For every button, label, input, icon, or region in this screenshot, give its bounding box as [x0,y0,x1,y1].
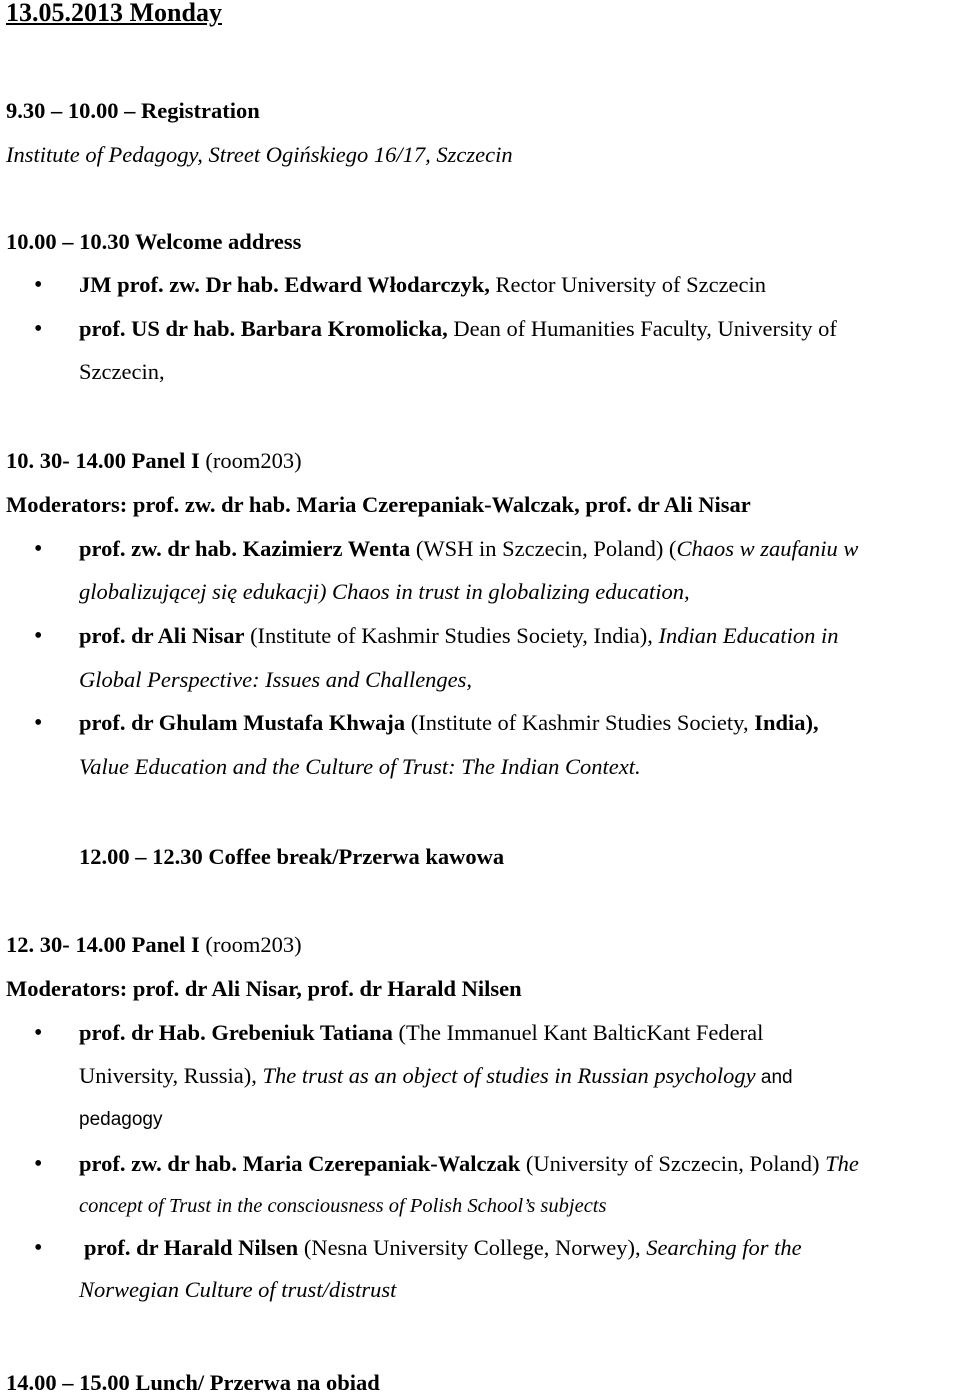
panel2-talk-2 [79,1150,859,1178]
welcome-speaker-2 [79,315,837,343]
panel1-talk-3-country: India), [754,710,819,735]
panel1-moderators: Moderators: prof. zw. dr hab. Maria Czerepaniak-Walczak, prof. dr Ali Nisar [6,492,751,517]
coffee-break: 12.00 – 12.30 Coffee break/Przerwa kawowa [79,844,505,869]
panel2-talk-3-affiliation: (Nesna University College, Norwey), [298,1235,647,1260]
panel1-heading [6,447,302,475]
bullet-icon: • [34,272,43,298]
day-heading: 13.05.2013 Monday [6,0,222,27]
panel2-talk-1-affiliation-cont: University, Russia), [79,1063,263,1088]
panel1-talk-3-speaker: prof. dr Ghulam Mustafa Khwaja [79,710,406,735]
panel2-talk-1-affiliation: (The Immanuel Kant BalticKant Federal [392,1020,764,1045]
panel2-talk-3 [84,1234,802,1262]
bullet-icon: • [34,1235,43,1261]
panel2-talk-1 [79,1019,763,1047]
welcome-title: 10.00 – 10.30 Welcome address [6,229,302,254]
panel1-talk-1-title: Chaos w zaufaniu w [676,536,859,561]
panel1-talk-2-title: Indian Education in [658,623,839,648]
panel1-talk-3-title: Value Education and the Culture of Trust: The Indian Context. [79,754,641,779]
bullet-icon: • [34,623,43,649]
lunch-break: 14.00 – 15.00 Lunch/ Przerwa na obiad [6,1370,380,1395]
registration-venue: Institute of Pedagogy, Street Ogińskiego 16/17, Szczecin [6,142,513,167]
welcome-speaker-2-cont: Szczecin, [79,359,165,384]
panel2-talk-1-title: The trust as an object of studies in Russian psychology [262,1063,756,1088]
panel2-heading [6,931,302,959]
panel1-room: (room203) [199,448,302,473]
welcome-speaker-2-name: prof. US dr hab. Barbara Kromolicka, [79,316,448,341]
panel2-moderators: Moderators: prof. dr Ali Nisar, prof. dr Harald Nilsen [6,976,522,1001]
welcome-speaker-1-name: JM prof. zw. Dr hab. Edward Włodarczyk, [79,272,490,297]
bullet-icon: • [34,1151,43,1177]
panel2-talk-2-speaker: prof. zw. dr hab. Maria Czerepaniak-Walczak [79,1151,521,1176]
panel2-room: (room203) [199,932,302,957]
panel2-talk-1-speaker: prof. dr Hab. Grebeniuk Tatiana [79,1020,393,1045]
registration-time: 9.30 – 10.00 – Registration [6,98,260,123]
panel1-talk-3 [79,709,819,737]
panel2-talk-3-title: Searching for the [646,1235,802,1260]
panel1-talk-1-speaker: prof. zw. dr hab. Kazimierz Wenta [79,536,411,561]
panel1-talk-2-speaker: prof. dr Ali Nisar [79,623,245,648]
panel1-talk-2 [79,622,839,650]
bullet-icon: • [34,316,43,342]
panel1-talk-1 [79,535,858,563]
panel1-talk-1-title-cont: globalizującej się edukacji) Chaos in trust in globalizing education, [79,579,690,604]
panel2-talk-1-title-and: and [755,1067,793,1088]
bullet-icon: • [34,1020,43,1046]
panel1-talk-2-affiliation: (Institute of Kashmir Studies Society, India), [244,623,659,648]
panel2-talk-1-cont [79,1062,793,1092]
panel2-talk-3-title-cont: Norwegian Culture of trust/distrust [79,1277,397,1302]
panel1-talk-3-affiliation: (Institute of Kashmir Studies Society, [405,710,755,735]
panel2-talk-2-title: The [825,1151,859,1176]
panel1-talk-1-affiliation: (WSH in Szczecin, Poland) ( [410,536,677,561]
panel2-talk-1-title-cont: pedagogy [79,1109,163,1130]
welcome-speaker-1 [79,271,766,299]
welcome-speaker-2-role: Dean of Humanities Faculty, University of [447,316,837,341]
bullet-icon: • [34,536,43,562]
welcome-speaker-1-role: Rector University of Szczecin [489,272,767,297]
panel2-talk-3-speaker: prof. dr Harald Nilsen [84,1235,299,1260]
panel1-time: 10. 30- 14.00 Panel I [6,448,200,473]
bullet-icon: • [34,710,43,736]
panel1-talk-2-title-cont: Global Perspective: Issues and Challenges, [79,667,473,692]
panel2-time: 12. 30- 14.00 Panel I [6,932,200,957]
panel2-talk-2-title-cont: concept of Trust in the consciousness of Polish School’s subjects [79,1195,607,1217]
panel2-talk-2-affiliation: (University of Szczecin, Poland) [520,1151,826,1176]
